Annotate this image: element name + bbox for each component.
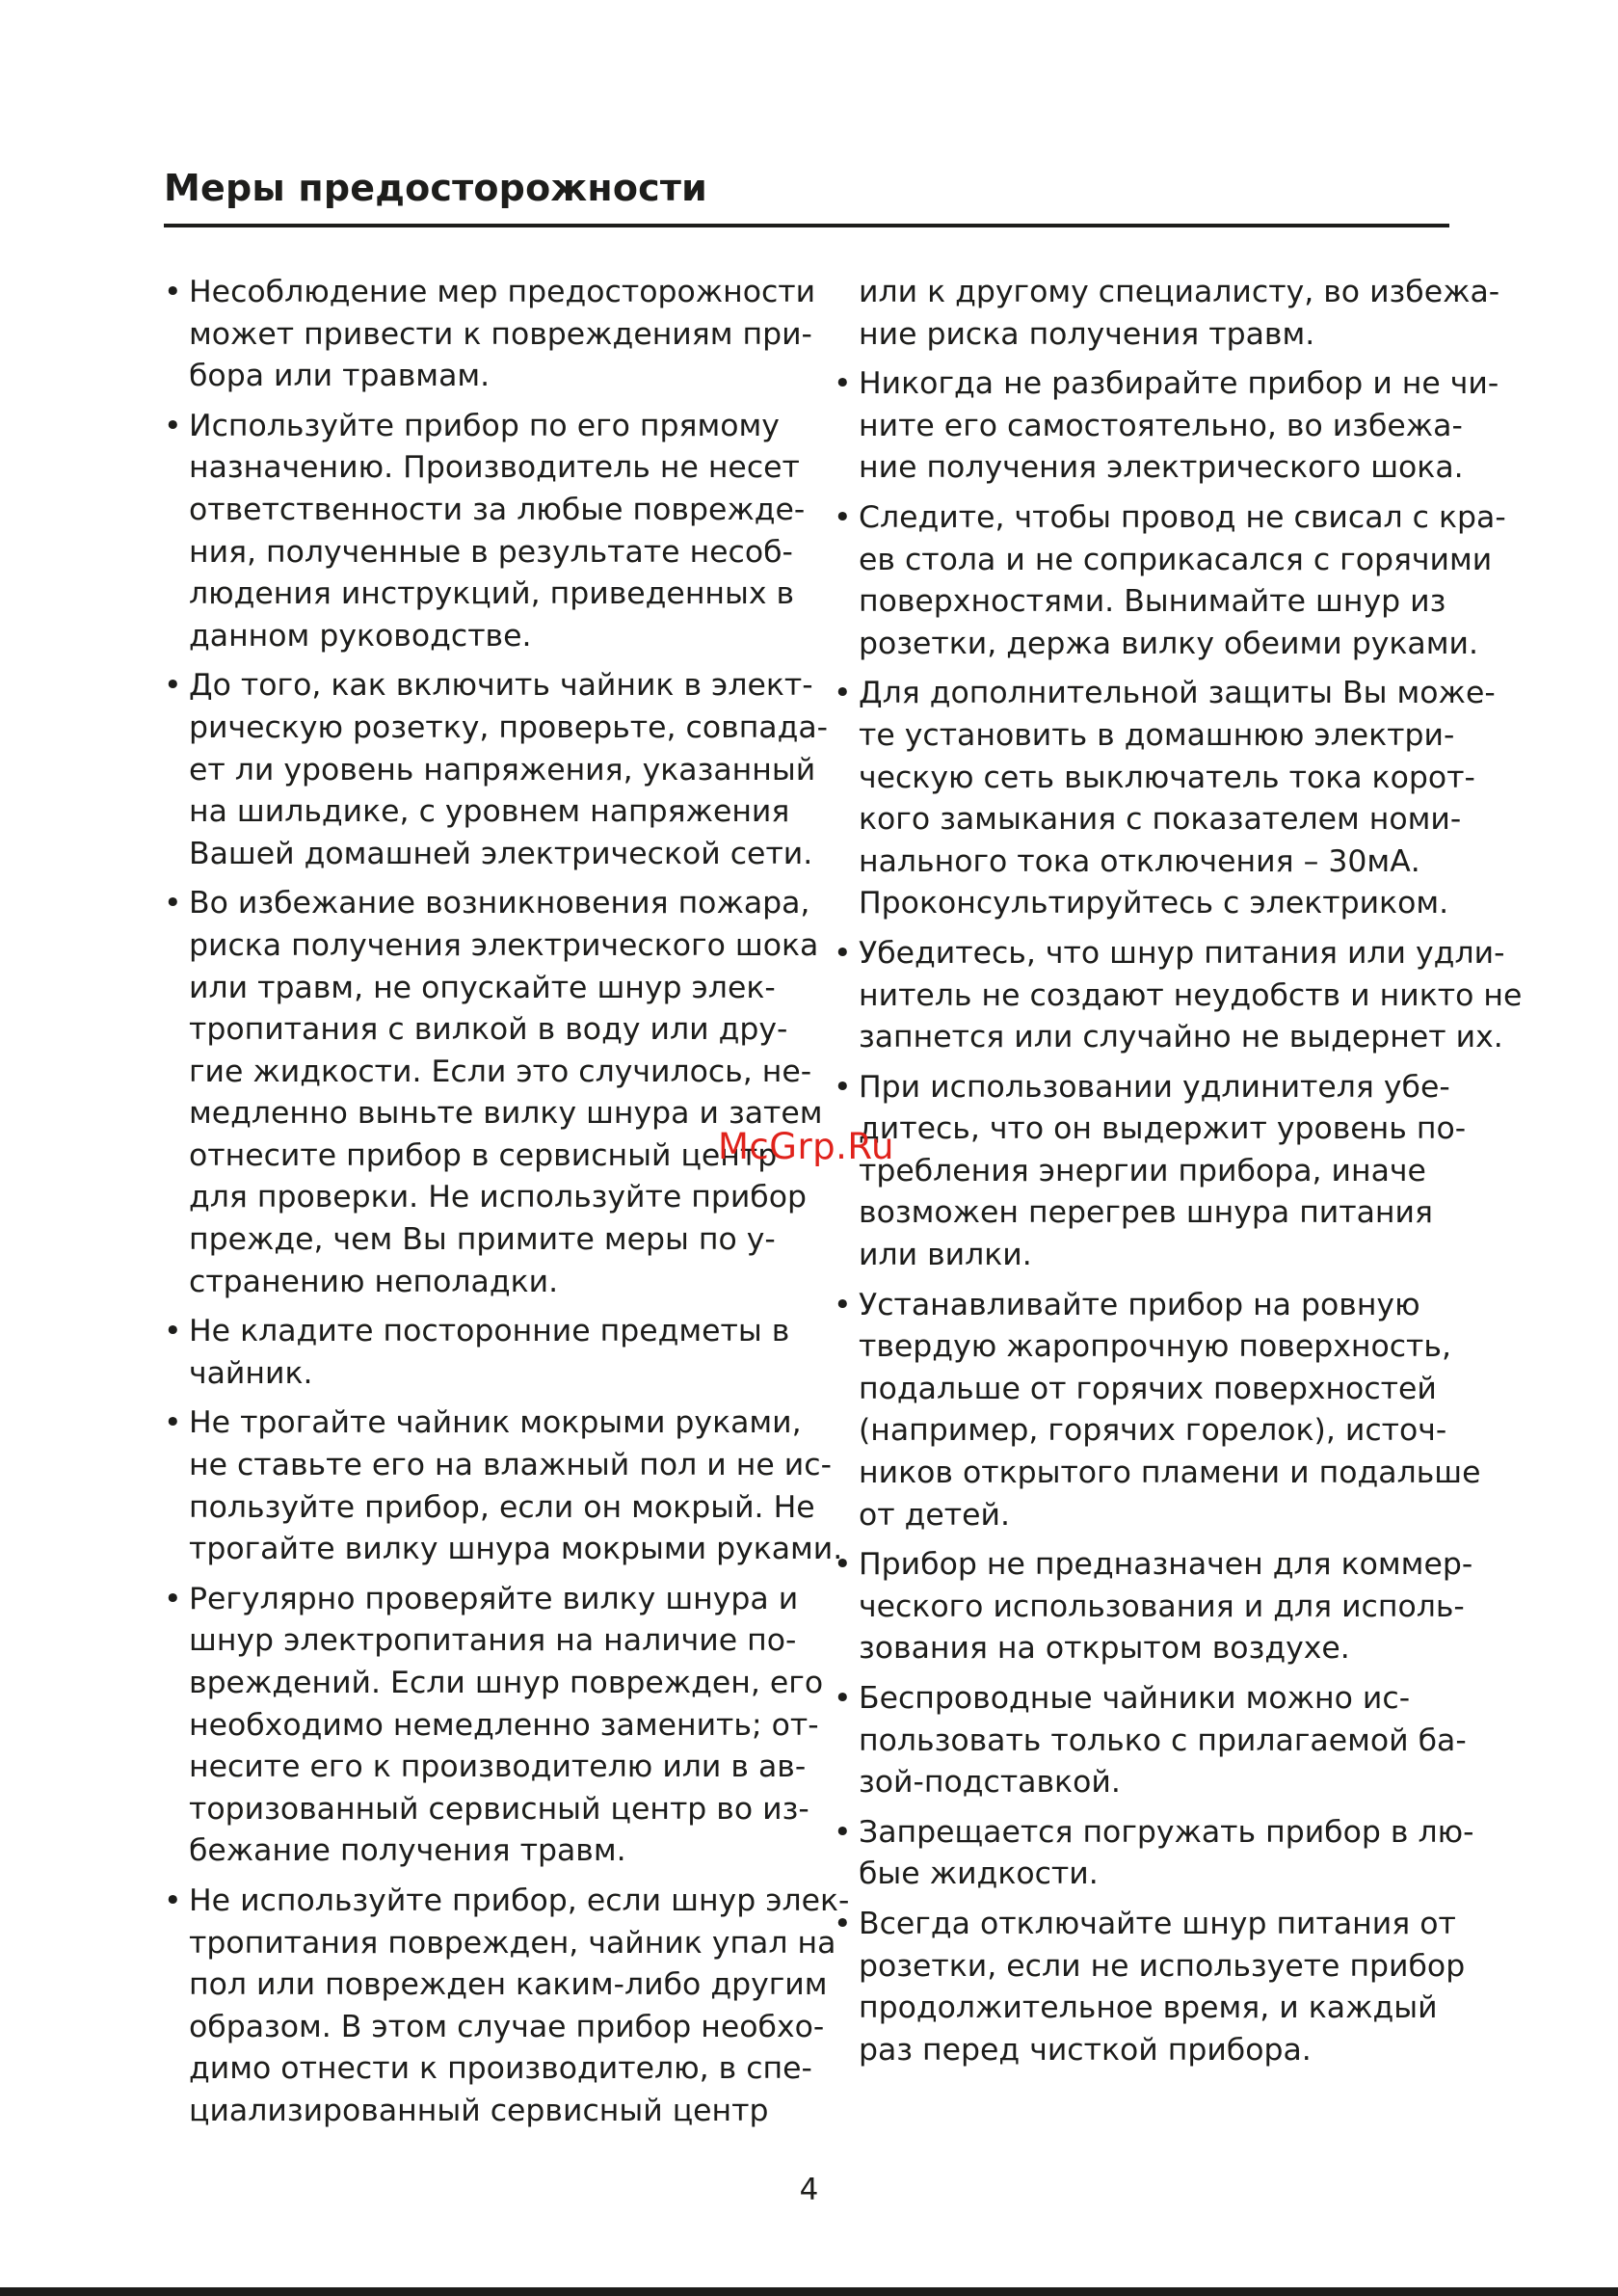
text-line: пол или поврежден каким-либо другим xyxy=(189,1967,828,2003)
text-line: нального тока отключения – 30мА. xyxy=(859,843,1420,879)
bullet-item xyxy=(164,1579,824,1873)
text-line: пользуйте прибор, если он мокрый. Не xyxy=(189,1489,815,1525)
text-line: Прибор не предназначен для коммер- xyxy=(859,1547,1473,1583)
text-line: При использовании удлинителя убе- xyxy=(859,1069,1450,1105)
text-line: ческого использования и для исполь- xyxy=(859,1589,1465,1624)
text-line: До того, как включить чайник в элект- xyxy=(189,668,813,704)
text-line: (например, горячих горелок), источ- xyxy=(859,1413,1447,1449)
text-line: или к другому специалисту, во избежа- xyxy=(859,275,1500,309)
text-line: Используйте прибор по его прямому xyxy=(189,408,780,443)
right-column-bullet-list xyxy=(834,272,1523,2079)
text-line: трогайте вилку шнура мокрыми руками. xyxy=(189,1532,843,1567)
text-line: отнесите прибор в сервисный центр xyxy=(189,1137,778,1173)
text-line: ние получения электрического шока. xyxy=(859,450,1464,486)
text-line: риска получения электрического шока xyxy=(189,927,819,963)
text-line: розетки, если не используете прибор xyxy=(859,1948,1466,1984)
text-line: Не используйте прибор, если шнур элек- xyxy=(189,1882,850,1918)
bullet-item xyxy=(164,406,806,658)
text-line: ет ли уровень напряжения, указанный xyxy=(189,752,816,788)
text-line: димо отнести к производителю, в спе- xyxy=(189,2051,812,2087)
text-line: людения инструкций, приведенных в xyxy=(189,576,795,612)
text-line: ние риска получения травм. xyxy=(859,316,1315,352)
text-line: или вилки. xyxy=(859,1238,1032,1273)
text-line: образом. В этом случае прибор необхо- xyxy=(189,2009,825,2044)
bullet-dot: • xyxy=(834,676,852,711)
text-line: может привести к повреждениям при- xyxy=(189,316,812,352)
text-line: Запрещается погружать прибор в лю- xyxy=(859,1814,1474,1850)
bullet-dot: • xyxy=(164,668,182,704)
bullet-dot: • xyxy=(164,275,182,309)
text-line: Следите, чтобы провод не свисал с кра- xyxy=(859,499,1506,535)
text-line: торизованный сервисный центр во из- xyxy=(189,1791,809,1827)
text-line: зования на открытом воздухе. xyxy=(859,1631,1350,1667)
bullet-item xyxy=(164,1881,850,2133)
bullet-dot: • xyxy=(834,1069,852,1105)
title-divider xyxy=(164,224,1449,227)
text-line: тропитания поврежден, чайник упал на xyxy=(189,1925,836,1961)
text-line: бежание получения травм. xyxy=(189,1833,626,1869)
text-line: Убедитесь, что шнур питания или удли- xyxy=(859,935,1505,971)
text-line: странению неполадки. xyxy=(189,1264,559,1299)
bullet-item xyxy=(164,1311,790,1395)
text-line: ников открытого пламени и подальше xyxy=(859,1455,1481,1491)
text-line: тропитания с вилкой в воду или дру- xyxy=(189,1012,788,1048)
text-line: пользовать только с прилагаемой ба- xyxy=(859,1722,1467,1758)
bullet-item xyxy=(834,1678,1467,1804)
bullet-dot: • xyxy=(164,1581,182,1616)
text-line: бора или травмам. xyxy=(189,359,491,394)
text-line: циализированный сервисный центр xyxy=(189,2093,769,2128)
bullet-item xyxy=(834,933,1523,1059)
text-line: кого замыкания с показателем номи- xyxy=(859,802,1462,838)
bullet-item xyxy=(834,497,1506,665)
bullet-dot: • xyxy=(834,1906,852,1941)
text-line: не ставьте его на влажный пол и не ис- xyxy=(189,1448,832,1483)
text-line: ния, полученные в результате несоб- xyxy=(189,534,793,570)
bottom-divider xyxy=(0,2287,1618,2296)
text-line: ев стола и не соприкасался с горячими xyxy=(859,542,1493,577)
text-line: назначению. Производитель не несет xyxy=(189,450,800,486)
bullet-item xyxy=(834,1544,1473,1670)
bullet-dot: • xyxy=(164,408,182,443)
text-line: твердую жаропрочную поверхность, xyxy=(859,1329,1451,1365)
bullet-item xyxy=(834,1285,1481,1537)
bullet-item xyxy=(164,1402,843,1570)
text-line: от детей. xyxy=(859,1497,1011,1533)
text-line: чайник. xyxy=(189,1355,313,1391)
bullet-item xyxy=(834,1067,1467,1277)
text-line: Никогда не разбирайте прибор и не чи- xyxy=(859,366,1499,402)
text-line: подальше от горячих поверхностей xyxy=(859,1371,1437,1406)
text-line: раз перед чисткой прибора. xyxy=(859,2032,1312,2068)
text-line: продолжительное время, и каждый xyxy=(859,1990,1438,2026)
text-line: данном руководстве. xyxy=(189,618,532,654)
text-line: Вашей домашней электрической сети. xyxy=(189,836,813,871)
bullet-dot: • xyxy=(834,1681,852,1716)
bullet-item xyxy=(834,363,1499,490)
bullet-item xyxy=(834,1904,1466,2071)
text-line: те установить в домашнюю электри- xyxy=(859,717,1455,753)
bullet-dot: • xyxy=(834,366,852,402)
text-line: вреждений. Если шнур поврежден, его xyxy=(189,1666,824,1700)
text-line: рическую розетку, проверьте, совпада- xyxy=(189,709,829,745)
bullet-dot: • xyxy=(834,499,852,535)
text-line: медленно выньте вилку шнура и затем xyxy=(189,1096,823,1132)
text-line: Устанавливайте прибор на ровную xyxy=(859,1287,1420,1322)
text-line: возможен перегрев шнура питания xyxy=(859,1195,1433,1231)
text-line: зой-подставкой. xyxy=(859,1765,1121,1801)
bullet-dot: • xyxy=(164,1314,182,1349)
text-line: бые жидкости. xyxy=(859,1856,1099,1892)
bullet-item xyxy=(834,673,1496,925)
text-line: для проверки. Не используйте прибор xyxy=(189,1180,807,1215)
bullet-dot: • xyxy=(164,886,182,921)
text-line: ните его самостоятельно, во избежа- xyxy=(859,408,1463,443)
text-line: розетки, держа вилку обеими руками. xyxy=(859,626,1478,661)
text-line: Не кладите посторонние предметы в xyxy=(189,1314,790,1349)
text-line: Не трогайте чайник мокрыми руками, xyxy=(189,1405,802,1441)
text-line: на шильдике, с уровнем напряжения xyxy=(189,794,790,830)
text-line: Несоблюдение мер предосторожности xyxy=(189,275,816,309)
text-line: шнур электропитания на наличие по- xyxy=(189,1623,797,1659)
watermark-text: McGrp.Ru xyxy=(718,1126,894,1167)
bullet-dot: • xyxy=(834,1814,852,1850)
text-line: нитель не создают неудобств и никто не xyxy=(859,977,1523,1013)
text-line: Проконсультируйтесь с электриком. xyxy=(859,886,1449,921)
text-line: ответственности за любые поврежде- xyxy=(189,492,806,527)
bullet-dot: • xyxy=(834,935,852,971)
text-line: несите его к производителю или в ав- xyxy=(189,1749,807,1785)
bullet-dot: • xyxy=(164,1405,182,1441)
text-line: необходимо немедленно заменить; от- xyxy=(189,1707,819,1743)
text-line: дитесь, что он выдержит уровень по- xyxy=(859,1111,1467,1147)
text-line: или травм, не опускайте шнур элек- xyxy=(189,970,776,1005)
text-line: запнется или случайно не выдернет их. xyxy=(859,1020,1503,1055)
text-line: прежде, чем Вы примите меры по у- xyxy=(189,1222,776,1258)
text-line: ческую сеть выключатель тока корот- xyxy=(859,760,1475,795)
bullet-item-continuation xyxy=(834,272,1500,356)
text-line: Для дополнительной защиты Вы може- xyxy=(859,676,1496,711)
bullet-dot: • xyxy=(164,1882,182,1918)
text-line: Всегда отключайте шнур питания от xyxy=(859,1906,1456,1941)
bullet-item xyxy=(164,665,829,875)
page-title: Меры предосторожности xyxy=(164,167,707,209)
text-line: поверхностями. Вынимайте шнур из xyxy=(859,584,1446,620)
bullet-item xyxy=(164,272,816,398)
text-line: гие жидкости. Если это случилось, не- xyxy=(189,1054,812,1089)
text-line: требления энергии прибора, иначе xyxy=(859,1153,1426,1188)
page-number: 4 xyxy=(799,2173,819,2207)
bullet-item xyxy=(834,1812,1474,1896)
text-line: Во избежание возникновения пожара, xyxy=(189,886,810,921)
bullet-dot: • xyxy=(834,1547,852,1583)
bullet-dot: • xyxy=(834,1287,852,1322)
text-line: Беспроводные чайники можно ис- xyxy=(859,1681,1411,1716)
text-line: Регулярно проверяйте вилку шнура и xyxy=(189,1581,799,1616)
